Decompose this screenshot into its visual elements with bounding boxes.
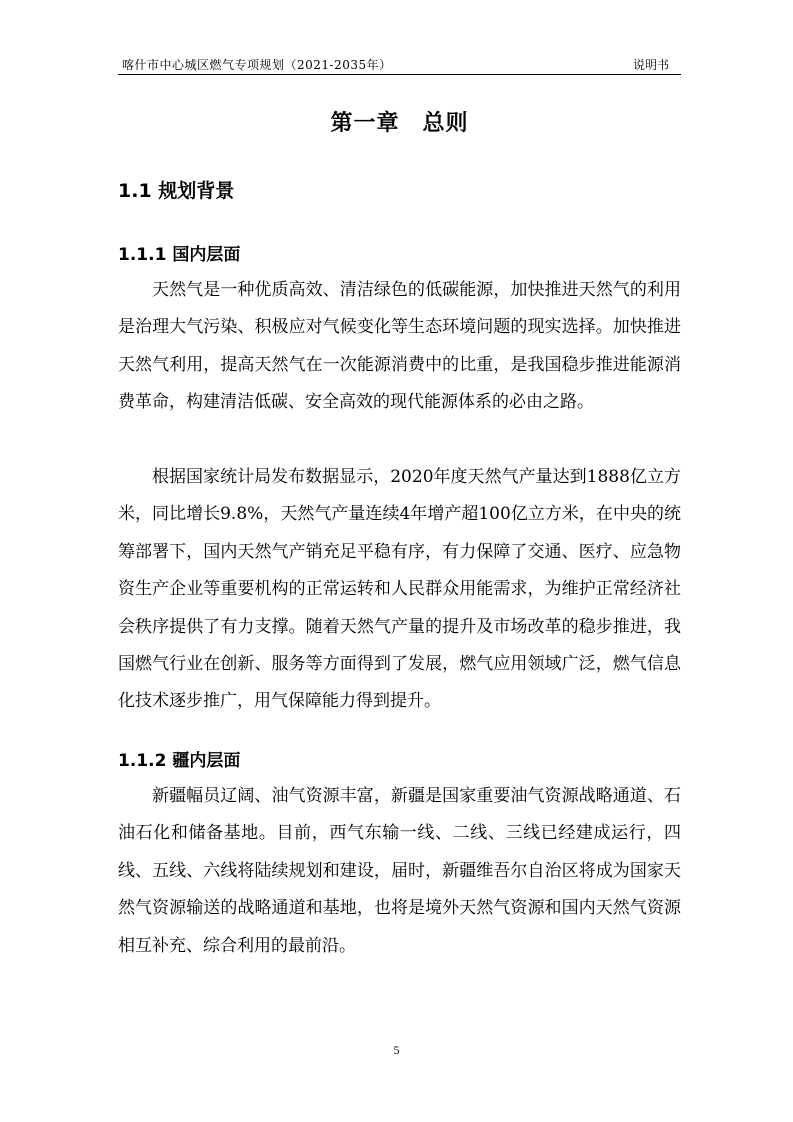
document-type: 说明书 (632, 58, 669, 72)
paragraph-domestic-2: 根据国家统计局发布数据显示，2020年度天然气产量达到1888亿立方米，同比增长9.8%，天然气产量连续4年增产超100亿立方米，在中央的统筹部署下，国内天然气产销充足平稳有序，有力保障了交通、医疗、应急物资生产企业等重要机构的正常运转和人民群众用能需求，为维护正常经济社会秩序提供了有力支撑。随着天然气产量的提升及市场改革的稳步推进，我国燃气行业在创新、服务等方面得到了发展，燃气应用领域广泛，燃气信息化技术逐步推广，用气保障能力得到提升。 (118, 467, 681, 712)
document-title: 喀什市中心城区燃气专项规划（2021-2035年） (122, 58, 392, 72)
section-heading-1-1-2: 1.1.2 疆内层面 (118, 751, 241, 771)
section-heading-1-1-1: 1.1.1 国内层面 (118, 245, 241, 265)
section-heading-1-1: 1.1 规划背景 (118, 180, 235, 202)
page-header (118, 54, 681, 75)
paragraph-domestic-1: 天然气是一种优质高效、清洁绿色的低碳能源，加快推进天然气的利用是治理大气污染、积极应对气候变化等生态环境问题的现实选择。加快推进天然气利用，提高天然气在一次能源消费中的比重，是我国稳步推进能源消费革命，构建清洁低碳、安全高效的现代能源体系的必由之路。 (118, 280, 681, 413)
chapter-title: 第一章 总则 (330, 111, 469, 136)
paragraph-xinjiang-1: 新疆幅员辽阔、油气资源丰富，新疆是国家重要油气资源战略通道、石油石化和储备基地。目前，西气东输一线、二线、三线已经建成运行，四线、五线、六线将陆续规划和建设，届时，新疆维吾尔自治区将成为国家天然气资源输送的战略通道和基地，也将是境外天然气资源和国内天然气资源相互补充、综合利用的最前沿。 (118, 786, 681, 956)
page-number: 5 (393, 1043, 400, 1057)
